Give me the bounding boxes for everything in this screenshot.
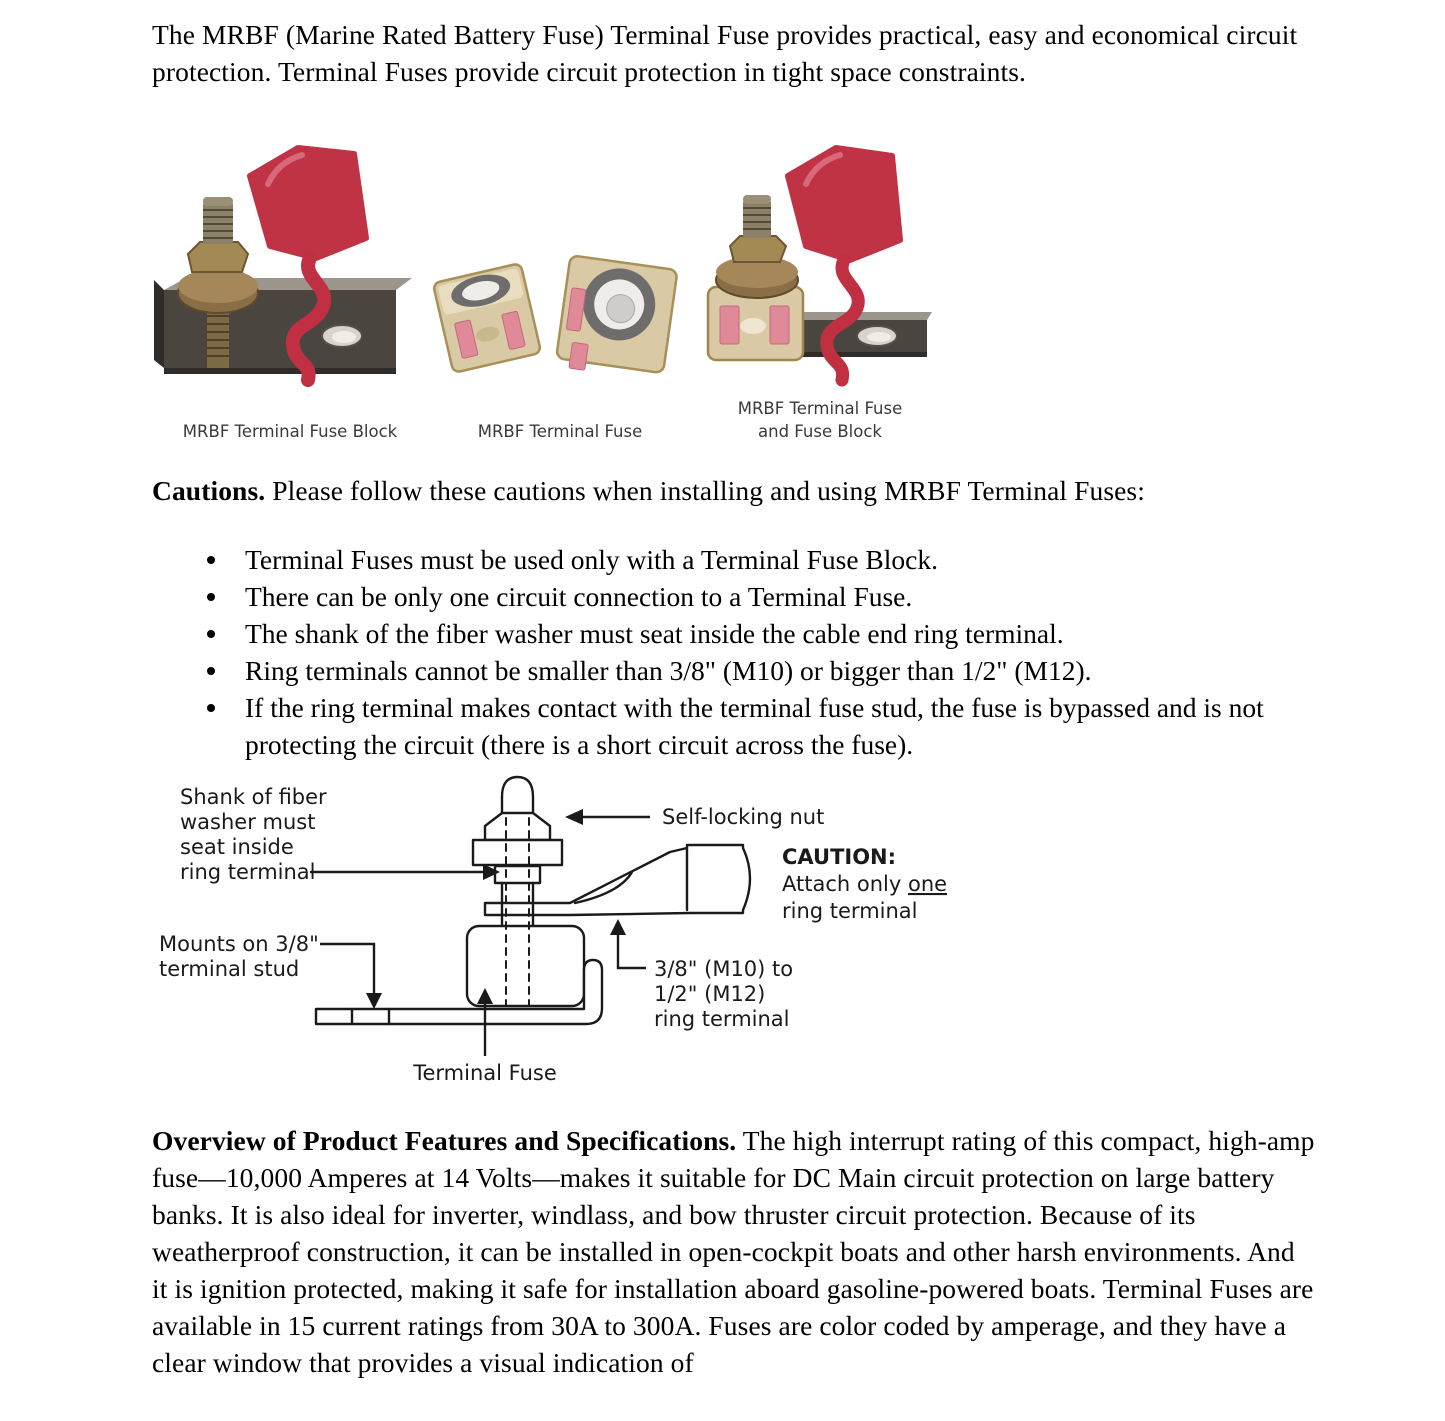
hex-nut (730, 236, 786, 262)
label-terminal-fuse: Terminal Fuse (413, 1061, 557, 1085)
fuse-element (569, 342, 588, 370)
svg-text:washer must: washer must (180, 810, 316, 834)
list-item: Ring terminals cannot be smaller than 3/8" (M10) or bigger than 1/2" (M12). (152, 652, 1337, 689)
diagram-fiber-washer-shank (495, 866, 540, 883)
overview-text: The high interrupt rating of this compact, high-amp fuse—10,000 Amperes at 14 Volts—makes it suitable for DC Main circuit protection on large battery banks. It is also ideal for inverter, windlass, and bow thruster circuit protection. Because of its weatherproof construction, it can be installed in open-cockpit boats and other harsh environments. And it is ignition protected, making it safe for installation aboard gasoline-powered boats. Terminal Fuses are available in 15 current ratings from 30A to 300A. Fuses are color coded by amperage, and they have a clear window that provides a visual indication of (152, 1125, 1315, 1378)
list-item: Terminal Fuses must be used only with a Terminal Fuse Block. (152, 541, 1337, 578)
photo-terminal-fuse-and-block (680, 140, 960, 400)
overview-heading: Overview of Product Features and Specifications. (152, 1125, 737, 1156)
fuse-element (720, 306, 739, 344)
label-mounts: Mounts on 3/8" (159, 932, 319, 956)
label-shank: Shank of fiber (180, 785, 327, 809)
label-self-locking-nut: Self-locking nut (662, 805, 825, 829)
svg-text:ring terminal: ring terminal (654, 1007, 790, 1031)
caption-fuse-block: MRBF Terminal Fuse Block (182, 422, 398, 441)
fuse-cube-left (433, 263, 541, 373)
intro-paragraph: The MRBF (Marine Rated Battery Fuse) Terminal Fuse provides practical, easy and economical circuit protection. Terminal Fuses provide circuit protection in tight space constraints. (152, 19, 1298, 87)
cautions-text: Please follow these cautions when installing and using MRBF Terminal Fuses: (265, 475, 1145, 506)
caption-terminal-fuse: MRBF Terminal Fuse (477, 422, 643, 441)
list-item: There can be only one circuit connection to a Terminal Fuse. (152, 578, 1337, 615)
svg-text:terminal stud: terminal stud (159, 957, 300, 981)
cautions-paragraph (152, 472, 1317, 509)
label-caution-title: CAUTION: (782, 845, 897, 869)
fuse-cube-right (555, 255, 678, 381)
diagram-self-locking-nut (485, 813, 550, 840)
label-caution-line2: Attach only one (782, 872, 948, 896)
fuse-element (770, 306, 789, 344)
overview-paragraph (152, 1122, 1317, 1381)
svg-text:1/2" (M12): 1/2" (M12) (654, 982, 766, 1006)
caption-fuse-and-block: MRBF Terminal Fuse and Fuse Block (737, 399, 903, 441)
list-item: The shank of the fiber washer must seat inside the cable end ring terminal. (152, 615, 1337, 652)
assembly-fuse (708, 195, 803, 360)
installation-diagram (150, 760, 1110, 1095)
svg-text:ring terminal: ring terminal (180, 860, 316, 884)
diagram-washer (473, 840, 562, 865)
cautions-heading: Cautions. (152, 475, 266, 506)
label-ring-size: 3/8" (M10) to (654, 957, 794, 981)
list-item: If the ring terminal makes contact with the terminal fuse stud, the fuse is bypassed and is not protecting the circuit (there is a short circuit across the fuse). (152, 689, 1337, 763)
cautions-list (152, 541, 1337, 763)
label-caution-line3: ring terminal (782, 899, 918, 923)
hex-nut (188, 242, 248, 272)
svg-text:seat inside: seat inside (180, 835, 294, 859)
photo-terminal-fuse-block (150, 140, 430, 400)
photo-terminal-fuse (430, 240, 690, 400)
